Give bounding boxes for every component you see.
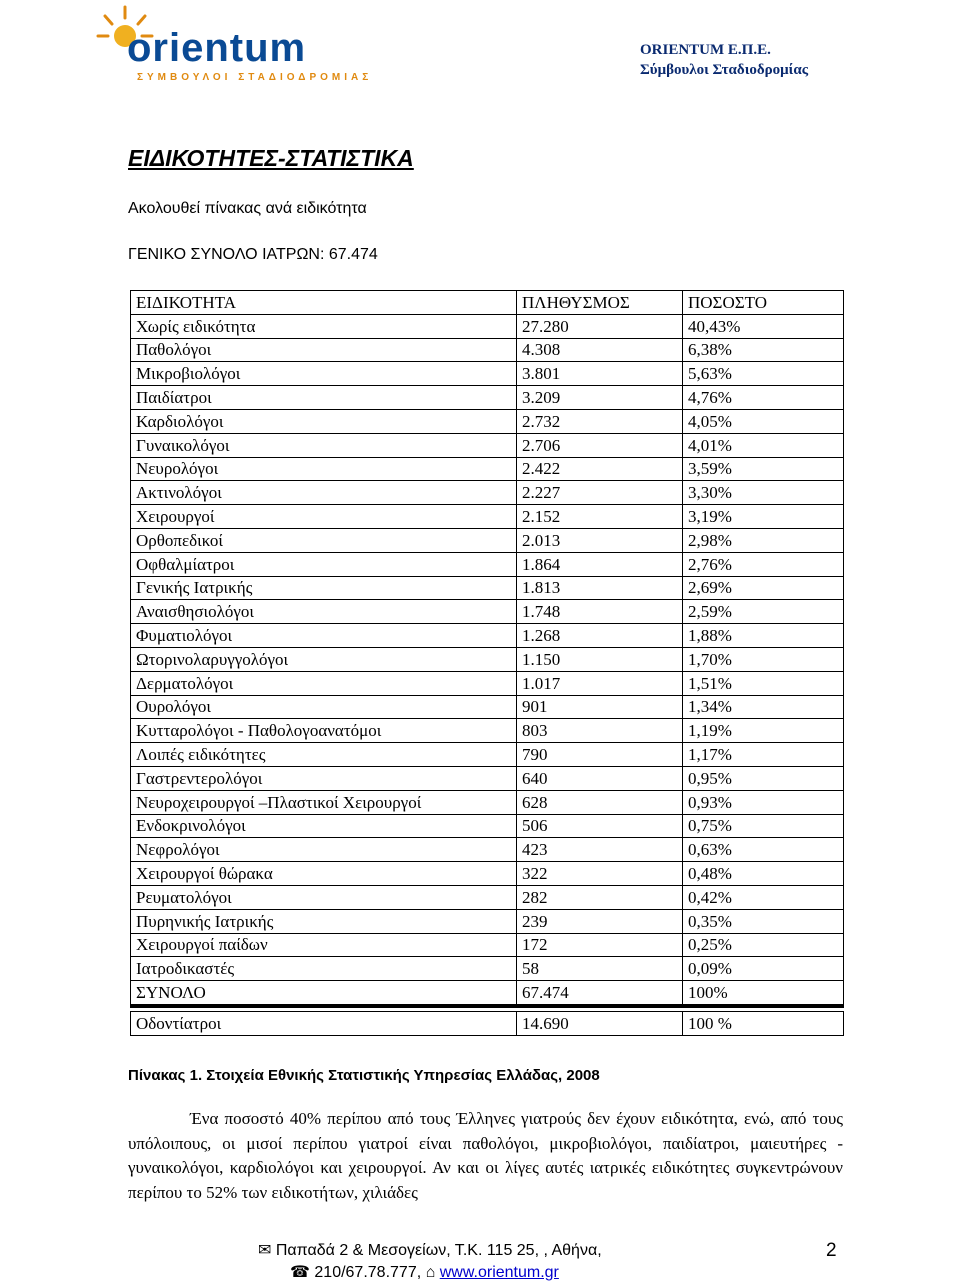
cell-percentage: 1,34% [683,695,844,719]
cell-specialty: Χειρουργοί [131,505,517,529]
footer-website-link[interactable]: www.orientum.gr [439,1264,559,1281]
cell-percentage: 3,59% [683,457,844,481]
table-row [131,600,844,624]
cell-specialty: Νευρολόγοι [131,457,517,481]
table-row [131,362,844,386]
logo-wordmark: orientum [127,26,307,70]
header-percentage: ΠΟΣΟΣΤΟ [683,291,844,315]
cell-percentage: 2,98% [683,528,844,552]
cell-specialty: ΣΥΝΟΛΟ [131,981,517,1006]
cell-percentage: 0,63% [683,838,844,862]
cell-specialty: Χειρουργοί θώρακα [131,862,517,886]
cell-percentage: 100% [683,981,844,1006]
cell-specialty: Ενδοκρινολόγοι [131,814,517,838]
table-row [131,338,844,362]
cell-population: 423 [517,838,683,862]
table-header-row [131,291,844,315]
table-row [131,386,844,410]
cell-percentage: 0,42% [683,885,844,909]
cell-specialty: Χωρίς ειδικότητα [131,314,517,338]
cell-population: 1.150 [517,647,683,671]
company-name: ORIENTUM Ε.Π.Ε. [640,42,771,58]
cell-percentage: 1,51% [683,671,844,695]
cell-population: 1.864 [517,552,683,576]
cell-population: 58 [517,957,683,981]
company-subtitle: Σύμβουλοι Σταδιοδρομίας [640,62,809,78]
header-population: ΠΛΗΘΥΣΜΟΣ [517,291,683,315]
table-row [131,576,844,600]
cell-population: 2.227 [517,481,683,505]
cell-population: 3.209 [517,386,683,410]
cell-specialty: Μικροβιολόγοι [131,362,517,386]
mail-icon: ✉ [258,1242,272,1259]
cell-population: 4.308 [517,338,683,362]
cell-population: 2.152 [517,505,683,529]
company-block [640,40,808,80]
cell-specialty: Παιδίατροι [131,386,517,410]
cell-specialty: Καρδιολόγοι [131,409,517,433]
cell-percentage: 2,69% [683,576,844,600]
table-row [131,505,844,529]
cell-specialty: Νευροχειρουργοί –Πλαστικοί Χειρουργοί [131,790,517,814]
cell-percentage: 40,43% [683,314,844,338]
body-paragraph: Ένα ποσοστό 40% περίπου από τους Έλληνες γιατρούς δεν έχουν ειδικότητα, ενώ, από τους υπόλοιπους, οι μισοί περίπου γιατροί είναι παθολόγοι, μικροβιολόγοι, παιδίατροι, μαιευτήρες - γυναικολόγοι, καρδιολόγοι και χειρουργοί. Αν και οι λίγες αυτές ιατρικές ειδικότητες συγκεντρώνουν περίπου το 52% των ειδικοτήτων, χιλιάδες [128,1109,843,1202]
cell-specialty: Δερματολόγοι [131,671,517,695]
table-row [131,814,844,838]
cell-specialty: Ορθοπεδικοί [131,528,517,552]
cell-population: 27.280 [517,314,683,338]
cell-percentage: 6,38% [683,338,844,362]
table-caption: Πίνακας 1. Στοιχεία Εθνικής Στατιστικής Υπηρεσίας Ελλάδας, 2008 [128,1067,600,1084]
cell-specialty: Παθολόγοι [131,338,517,362]
cell-percentage: 4,05% [683,409,844,433]
cell-population: 322 [517,862,683,886]
total-doctors-line: ΓΕΝΙΚΟ ΣΥΝΟΛΟ ΙΑΤΡΩΝ: 67.474 [128,246,378,263]
cell-percentage: 1,17% [683,743,844,767]
header-specialty: ΕΙΔΙΚΟΤΗΤΑ [131,291,517,315]
table-row [131,671,844,695]
web-icon: ⌂ [425,1264,436,1281]
cell-percentage: 2,76% [683,552,844,576]
footer-address-line [258,1240,602,1260]
table-row [131,790,844,814]
cell-percentage: 3,30% [683,481,844,505]
cell-specialty: Φυματιολόγοι [131,624,517,648]
table-total-row [131,981,844,1006]
cell-specialty: Οφθαλμίατροι [131,552,517,576]
cell-specialty: Γυναικολόγοι [131,433,517,457]
cell-population: 1.748 [517,600,683,624]
cell-specialty: Νεφρολόγοι [131,838,517,862]
cell-percentage: 4,01% [683,433,844,457]
cell-population: 172 [517,933,683,957]
table-row [131,862,844,886]
cell-population: 282 [517,885,683,909]
table-row [131,766,844,790]
table-row [131,409,844,433]
cell-percentage: 0,95% [683,766,844,790]
footer-contact-line [290,1262,559,1282]
cell-specialty: Ιατροδικαστές [131,957,517,981]
table-row [131,933,844,957]
table-row [131,624,844,648]
cell-specialty: Ακτινολόγοι [131,481,517,505]
table-row [131,885,844,909]
cell-specialty: Γενικής Ιατρικής [131,576,517,600]
cell-specialty: Αναισθησιολόγοι [131,600,517,624]
cell-population: 901 [517,695,683,719]
table-row [131,743,844,767]
cell-percentage: 0,93% [683,790,844,814]
cell-specialty: Ουρολόγοι [131,695,517,719]
table-row [131,719,844,743]
cell-population: 3.801 [517,362,683,386]
cell-population: 803 [517,719,683,743]
table-row [131,647,844,671]
table-dentists-row [131,1011,844,1035]
cell-percentage: 1,19% [683,719,844,743]
table-row [131,909,844,933]
cell-specialty: Ωτορινολαρυγγολόγοι [131,647,517,671]
cell-percentage: 4,76% [683,386,844,410]
cell-percentage: 0,25% [683,933,844,957]
cell-percentage: 5,63% [683,362,844,386]
cell-population: 2.732 [517,409,683,433]
cell-population: 1.813 [517,576,683,600]
cell-population: 1.017 [517,671,683,695]
cell-population: 2.013 [517,528,683,552]
table-row [131,457,844,481]
cell-specialty: Γαστρεντερολόγοι [131,766,517,790]
cell-percentage: 3,19% [683,505,844,529]
table-row [131,314,844,338]
cell-percentage: 100 % [683,1011,844,1035]
cell-percentage: 1,88% [683,624,844,648]
cell-population: 2.422 [517,457,683,481]
cell-specialty: Κυτταρολόγοι - Παθολογοανατόμοι [131,719,517,743]
cell-population: 239 [517,909,683,933]
specialty-table [130,290,844,1036]
cell-population: 67.474 [517,981,683,1006]
intro-text: Ακολουθεί πίνακας ανά ειδικότητα [128,200,367,217]
page-title: ΕΙΔΙΚΟΤΗΤΕΣ-ΣΤΑΤΙΣΤΙΚΑ [128,145,414,171]
cell-percentage: 1,70% [683,647,844,671]
cell-population: 14.690 [517,1011,683,1035]
cell-population: 640 [517,766,683,790]
cell-specialty: Χειρουργοί παίδων [131,933,517,957]
cell-percentage: 0,09% [683,957,844,981]
table-row [131,838,844,862]
cell-percentage: 2,59% [683,600,844,624]
footer-phone: 210/67.78.777, [314,1264,422,1281]
phone-icon: ☎ [290,1264,310,1281]
cell-population: 506 [517,814,683,838]
table-row [131,957,844,981]
cell-percentage: 0,35% [683,909,844,933]
cell-population: 1.268 [517,624,683,648]
table-row [131,695,844,719]
cell-specialty: Πυρηνικής Ιατρικής [131,909,517,933]
page-number: 2 [826,1240,837,1261]
cell-percentage: 0,48% [683,862,844,886]
cell-percentage: 0,75% [683,814,844,838]
logo-tagline: ΣΥΜΒΟΥΛΟΙ ΣΤΑΔΙΟΔΡΟΜΙΑΣ [137,72,373,83]
table-row [131,528,844,552]
cell-specialty: Ρευματολόγοι [131,885,517,909]
cell-population: 2.706 [517,433,683,457]
cell-specialty: Οδοντίατροι [131,1011,517,1035]
footer-address: Παπαδά 2 & Μεσογείων, Τ.Κ. 115 25, , Αθήνα, [275,1242,602,1259]
cell-population: 628 [517,790,683,814]
table-row [131,433,844,457]
orientum-logo [95,4,375,84]
table-row [131,552,844,576]
cell-population: 790 [517,743,683,767]
cell-specialty: Λοιπές ειδικότητες [131,743,517,767]
table-row [131,481,844,505]
